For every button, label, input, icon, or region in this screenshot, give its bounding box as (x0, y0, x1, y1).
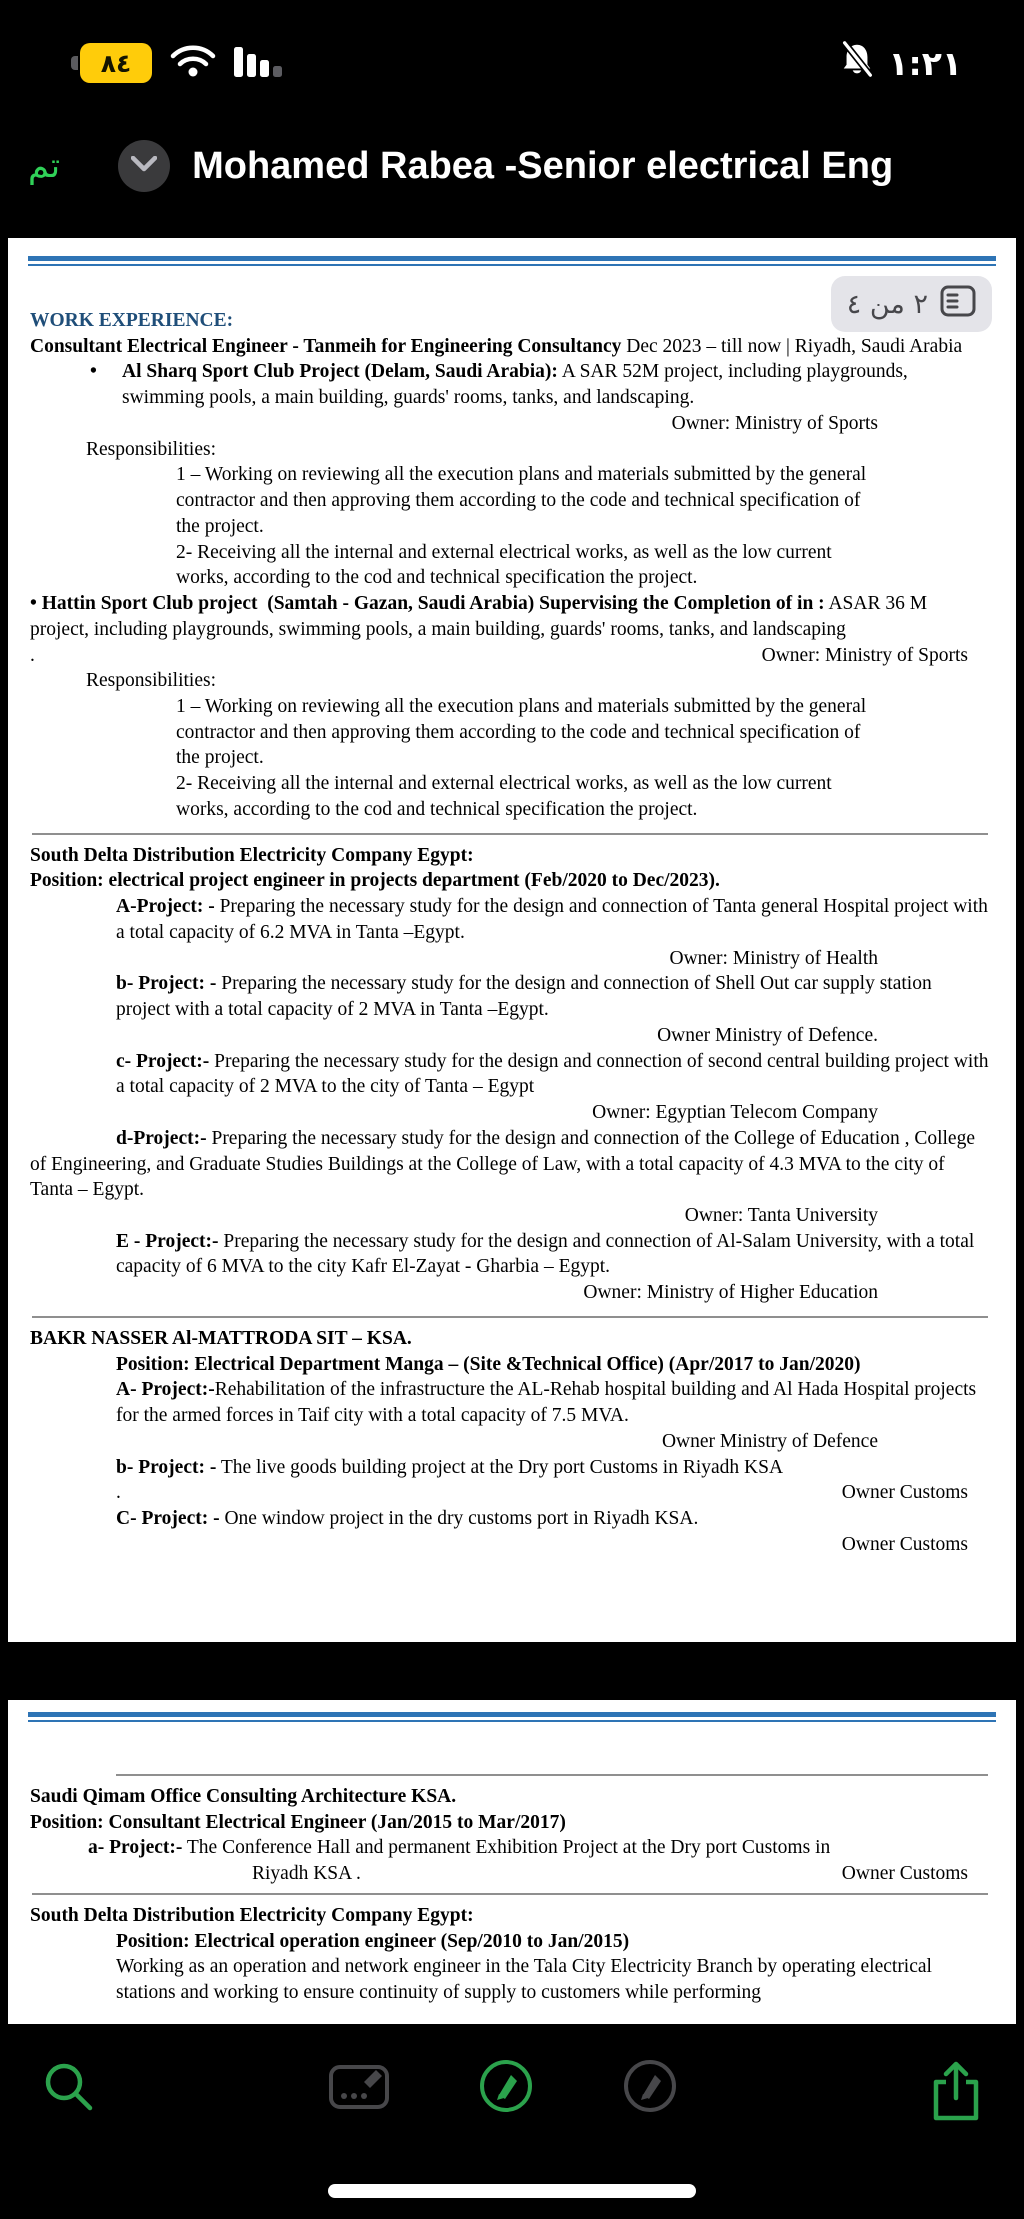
pen-circle-secondary-icon (622, 2102, 678, 2117)
page-top-border (28, 1712, 996, 1722)
bakr-position: Position: Electrical Department Manga – (Site &Technical Office) (Apr/2017 to Jan/2020) (116, 1353, 861, 1375)
owner-line: Owner Ministry of Defence. (657, 1024, 878, 1046)
chevron-down-icon (131, 156, 157, 177)
project-a-desc: Preparing the necessary study for the design and connection of Tanta general Hospital project with a total capacity of 6.2 MVA in Tanta –Egypt. (116, 896, 993, 943)
wifi-icon (170, 44, 216, 83)
south-delta-company: South Delta Distribution Electricity Company Egypt: (30, 844, 474, 866)
owner-line: Owner: Ministry of Higher Education (583, 1282, 878, 1304)
section-divider (32, 1893, 988, 1895)
responsibility-item: 1 – Working on reviewing all the execution plans and materials submitted by the general contractor and then approving them according to the code and technical specification of the project. (176, 696, 872, 769)
project-b-desc: Preparing the necessary study for the design and connection of Shell Out car supply station project with a total capacity of 2 MVA in Tanta –Egypt. (116, 973, 937, 1021)
project-e-label: E - Project:- (116, 1230, 219, 1252)
consultant-dates: Dec 2023 – till now | Riyadh, Saudi Arabia (621, 335, 963, 357)
battery-icon (80, 43, 152, 83)
bakr-project-c-desc: One window project in the dry customs port in Riyadh KSA. (219, 1508, 699, 1530)
viewer-header (0, 100, 1024, 232)
owner-line: Owner Customs (841, 1533, 968, 1555)
cellular-signal-icon (234, 43, 284, 84)
page-indicator-pill[interactable] (831, 276, 992, 332)
bakr-project-b (116, 1455, 990, 1481)
responsibility-item: 2- Receiving all the internal and external electrical works, as well as the low current works, according to the cod and technical specification the project. (176, 541, 837, 589)
pen-tool-button[interactable] (478, 2058, 534, 2117)
project-d (30, 1126, 990, 1203)
alsharq-project-title: Al Sharq Sport Club Project (Delam, Saudi Arabia): (122, 361, 558, 383)
stray-dot: . (116, 1482, 121, 1504)
south-delta-2-company: South Delta Distribution Electricity Company Egypt: (30, 1904, 474, 1926)
reader-icon (940, 285, 976, 324)
markup-icon (328, 2102, 390, 2117)
status-bar (0, 0, 1024, 100)
project-c-label: c- Project:- (116, 1050, 210, 1072)
qimam-position: Position: Consultant Electrical Engineer (Jan/2015 to Mar/2017) (30, 1811, 566, 1833)
owner-line: Owner: Ministry of Sports (671, 412, 878, 434)
project-b (116, 971, 990, 1022)
project-e (116, 1229, 990, 1280)
project-b-label: b- Project: - (116, 973, 217, 995)
owner-line: Owner Customs (841, 1863, 968, 1885)
responsibilities-label: Responsibilities: (86, 438, 217, 460)
stray-dot: . (30, 644, 35, 666)
share-button[interactable] (928, 2058, 984, 2127)
bakr-project-c-label: C- Project: - (116, 1508, 220, 1530)
project-a (116, 894, 993, 945)
owner-line: Owner Customs (841, 1482, 968, 1504)
project-c (116, 1049, 994, 1100)
owner-line: Owner: Ministry of Health (669, 947, 878, 969)
section-divider (32, 1316, 988, 1318)
bakr-company: BAKR NASSER Al-MATTRODA SIT – KSA. (30, 1327, 412, 1349)
riyadh-owner-line (30, 1861, 990, 1887)
qimam-project-a-label: a- Project:- (88, 1837, 183, 1859)
page-top-border (28, 256, 996, 266)
owner-line: Owner: Tanta University (684, 1204, 878, 1226)
pdf-page-2 (8, 238, 1016, 1642)
done-button[interactable]: تم (28, 146, 61, 186)
owner-line: Owner: Egyptian Telecom Company (592, 1102, 878, 1124)
project-e-desc: Preparing the necessary study for the design and connection of Al-Salam University, with a total capacity of 6 MVA to the city Kafr El-Zayat - Gharbia – Egypt. (116, 1230, 980, 1278)
qimam-project-a-continuation: Riyadh KSA . (252, 1863, 361, 1885)
document-content-page-3 (8, 1774, 1016, 2006)
qimam-project-a-desc: The Conference Hall and permanent Exhibition Project at the Dry port Customs in (182, 1837, 831, 1859)
owner-line: Owner: Ministry of Sports (761, 644, 968, 666)
bakr-project-a-label: A- Project:- (116, 1379, 215, 1401)
qimam-project-a (88, 1835, 990, 1861)
status-left-cluster (80, 43, 284, 84)
hattin-project-title: • Hattin Sport Club project (Samtah - Gazan, Saudi Arabia) Supervising the Completion of in : (30, 593, 825, 615)
hattin-project-desc: ASAR 36 M project, including playgrounds, swimming pools, a main building, guards' rooms, tanks, and landscaping (30, 593, 932, 640)
alsharq-project-desc: A SAR 52M project, including playgrounds, swimming pools, a main building, guards' rooms, tanks, and landscaping. (122, 361, 913, 409)
pen-circle-icon (478, 2102, 534, 2117)
section-divider (32, 833, 988, 835)
responsibilities-label: Responsibilities: (86, 670, 217, 692)
south-delta-2-description: Working as an operation and network engineer in the Tala City Electricity Branch by operating electrical stations and working to ensure continuity of supply to customers while performing (116, 1956, 937, 2004)
project-c-desc: Preparing the necessary study for the design and connection of second central building project with a total capacity of 2 MVA to the city of Tanta – Egypt (116, 1050, 994, 1098)
work-experience-heading: WORK EXPERIENCE: (30, 310, 234, 331)
bakr-project-c (116, 1506, 990, 1532)
markup-button[interactable] (328, 2058, 390, 2117)
hattin-project-paragraph (30, 591, 990, 642)
owner-line: Owner Ministry of Defence (661, 1430, 878, 1452)
section-divider (116, 1774, 988, 1776)
pen-tool-secondary-button[interactable] (622, 2058, 678, 2117)
project-a-label: A-Project: - (116, 896, 215, 918)
home-indicator[interactable] (328, 2184, 696, 2198)
responsibility-item: 1 – Working on reviewing all the execution plans and materials submitted by the general contractor and then approving them according to the code and technical specification of the project. (176, 464, 872, 537)
alsharq-project-item (30, 359, 990, 410)
battery-percent: ٨٤ (100, 48, 132, 78)
status-right-cluster (838, 39, 962, 87)
clock-time: ١:٢١ (888, 43, 962, 83)
responsibility-item: 2- Receiving all the internal and external electrical works, as well as the low current works, according to the cod and technical specification the project. (176, 773, 837, 820)
project-d-desc: Preparing the necessary study for the design and connection of the College of Education , College of Engineering, and Graduate Studies Buildings at the College of Law, with a total capacity of 4.3 MVA to the city of Tanta – Egypt. (30, 1127, 980, 1201)
share-icon (928, 2112, 984, 2127)
consultant-paragraph (30, 334, 990, 360)
page-indicator-label: ٢ من ٤ (846, 288, 928, 320)
dot-owner-line (116, 1480, 990, 1506)
bell-slash-icon (838, 39, 876, 87)
document-title: Mohamed Rabea -Senior electrical Eng (192, 144, 894, 187)
project-d-label: d-Project:- (116, 1127, 207, 1149)
pdf-page-3 (8, 1700, 1016, 2024)
qimam-company: Saudi Qimam Office Consulting Architecture KSA. (30, 1786, 457, 1807)
south-delta-position: Position: electrical project engineer in projects department (Feb/2020 to Dec/2023). (30, 870, 720, 892)
search-icon (40, 2104, 98, 2119)
dot-owner-line (30, 643, 990, 669)
document-content-page-2 (8, 308, 1016, 1558)
collapse-button[interactable] (118, 140, 170, 192)
search-button[interactable] (40, 2058, 98, 2119)
bakr-project-a (116, 1377, 990, 1428)
bakr-project-a-desc: Rehabilitation of the infrastructure the AL-Rehab hospital building and Al Hada Hospital projects for the armed forces in Taif city with a total capacity of 7.5 MVA. (116, 1379, 981, 1427)
consultant-role: Consultant Electrical Engineer - Tanmeih for Engineering Consultancy (30, 335, 622, 357)
south-delta-2-position: Position: Electrical operation engineer (Sep/2010 to Jan/2015) (116, 1930, 630, 1952)
bakr-project-b-desc: The live goods building project at the Dry port Customs in Riyadh KSA (216, 1456, 784, 1478)
bakr-project-b-label: b- Project: - (116, 1456, 217, 1478)
